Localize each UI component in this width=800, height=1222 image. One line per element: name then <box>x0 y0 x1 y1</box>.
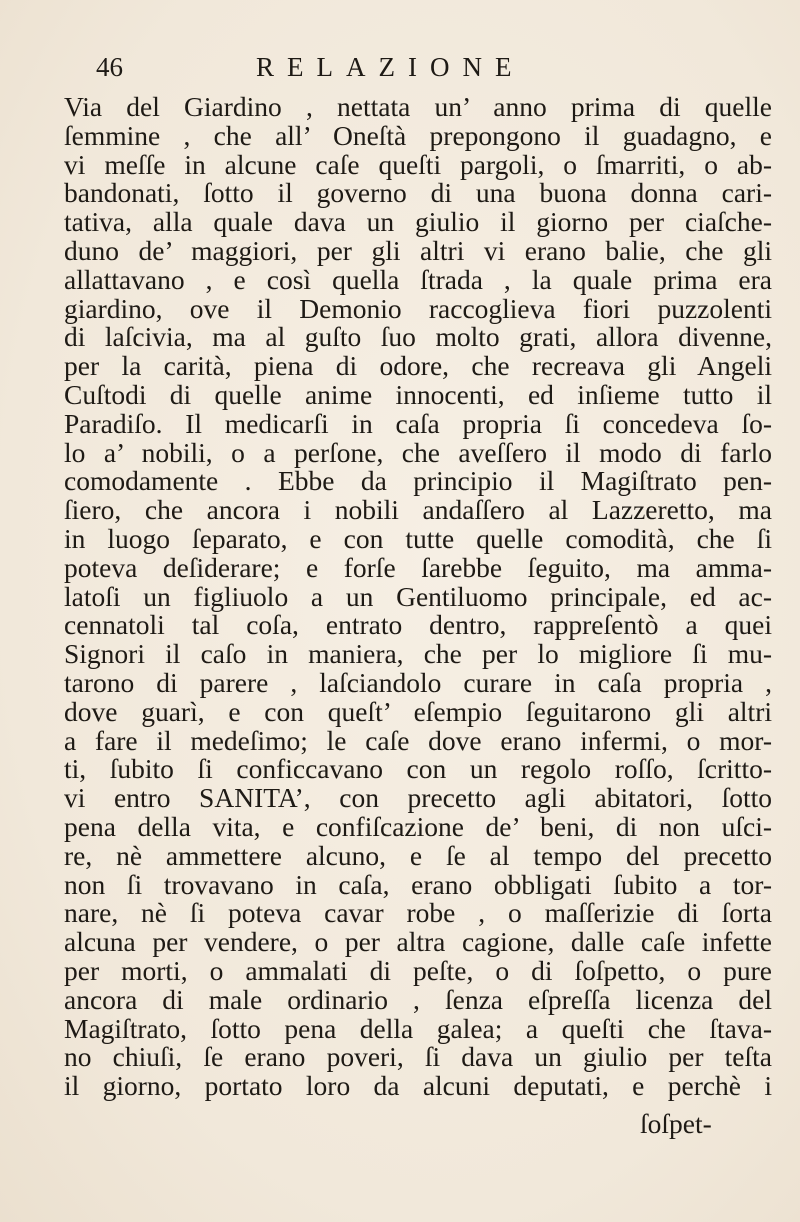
text-line <box>64 234 772 266</box>
text-line <box>64 666 772 698</box>
catchword: ſoſpet- <box>640 1108 712 1139</box>
text-line <box>64 263 772 295</box>
text-line <box>64 208 772 237</box>
text-line-content: duno de’ maggiori, per gli altri vi erano balie, che gli <box>64 234 772 266</box>
text-line-content: no chiuſi, ſe erano poveri, ſi dava un giulio per teſta <box>64 1041 772 1073</box>
text-line <box>64 724 772 756</box>
text-line <box>64 640 772 669</box>
text-line-content: Via del Giardino , nettata un’ anno prima di quelle <box>64 91 772 122</box>
text-line <box>64 928 772 957</box>
text-line <box>64 580 772 612</box>
text-line <box>64 1012 772 1044</box>
page-number: 46 <box>96 52 123 82</box>
text-line-content: cennatoli tal coſa, entrato dentro, rappreſentò a quei <box>64 609 772 641</box>
text-line <box>64 611 772 640</box>
text-line <box>64 839 772 871</box>
text-line-content: dove guarì, e con queſt’ eſempio ſeguitarono gli altri <box>64 695 772 727</box>
text-line-content: latoſi un figliuolo a un Gentiluomo principale, ed ac- <box>64 580 772 612</box>
text-line-content: per morti, o ammalati di peſte, o di ſoſpetto, o pure <box>64 954 772 986</box>
text-line-content: ancora di male ordinario , ſenza eſpreſſa licenza del <box>64 983 772 1015</box>
page-header <box>96 52 576 92</box>
text-line-content: tarono di parere , laſciandolo curare in caſa propria , <box>64 666 772 698</box>
text-line <box>64 323 772 352</box>
text-line <box>64 983 772 1015</box>
text-line-content: alcuna per vendere, o per altra cagione, dalle caſe infette <box>64 926 772 958</box>
text-line-content: di laſcivia, ma al guſto ſuo molto grati, allora divenne, <box>64 321 772 353</box>
text-line <box>64 810 772 842</box>
text-line-content: nare, nè ſi poteva cavar robe , o maſſerizie di ſorta <box>64 897 772 929</box>
text-line <box>64 496 772 525</box>
text-line <box>64 522 772 554</box>
body-text <box>64 93 772 1101</box>
text-line-content: ſemmine , che all’ Oneſtà prepongono il guadagno, e <box>64 119 772 151</box>
text-line-content: a fare il medeſimo; le caſe dove erano infermi, o mor- <box>64 724 772 756</box>
text-line <box>64 1072 772 1101</box>
text-line-content: vi entro SANITA’, con precetto agli abitatori, ſotto <box>64 782 772 814</box>
text-line-content: ti, ſubito ſi conficcavano con un regolo roſſo, ſcritto- <box>64 753 772 785</box>
text-line-content: giardino, ove il Demonio raccoglieva fiori puzzolenti <box>64 292 772 324</box>
text-line-content: poteva deſiderare; e forſe ſarebbe ſeguito, ma amma- <box>64 551 772 583</box>
text-line <box>64 551 772 583</box>
text-line <box>64 179 772 208</box>
text-line <box>64 93 772 122</box>
text-line <box>64 352 772 381</box>
text-line-content: pena della vita, e confiſcazione de’ beni, di non uſci- <box>64 810 772 842</box>
text-line <box>64 407 772 439</box>
text-line-content: Magiſtrato, ſotto pena della galea; a queſti che ſtava- <box>64 1012 772 1044</box>
text-line <box>64 148 772 180</box>
text-line-content: comodamente . Ebbe da principio il Magiſtrato pen- <box>64 465 772 497</box>
text-line-content: re, nè ammettere alcuno, e ſe al tempo del precetto <box>64 839 772 871</box>
text-line-content: in luogo ſeparato, e con tutte quelle comodità, che ſi <box>64 522 772 554</box>
text-line-content: Cuſtodi di quelle anime innocenti, ed inſieme tutto il <box>64 378 772 410</box>
text-line <box>64 119 772 151</box>
text-line-content: il giorno, portato loro da alcuni deputati, e perchè i <box>64 1070 772 1102</box>
text-line <box>64 899 772 928</box>
text-line-content: per la carità, piena di odore, che recreava gli Angeli <box>64 350 772 382</box>
text-line-content: ſiero, che ancora i nobili andaſſero al Lazzeretto, ma <box>64 494 772 526</box>
text-line <box>64 1043 772 1072</box>
text-line-content: allattavano , e così quella ſtrada , la quale prima era <box>64 263 772 295</box>
running-title: RELAZIONE <box>256 52 525 82</box>
text-line <box>64 436 772 468</box>
text-line <box>64 292 772 324</box>
text-line <box>64 378 772 410</box>
text-line <box>64 868 772 900</box>
text-line <box>64 467 772 496</box>
text-line-content: Paradiſo. Il medicarſi in caſa propria ſi concedeva ſo- <box>64 407 772 439</box>
text-line <box>64 954 772 986</box>
text-line-content: vi meſſe in alcune caſe queſti pargoli, o ſmarriti, o ab- <box>64 148 772 180</box>
text-line <box>64 784 772 813</box>
text-line-content: lo a’ nobili, o a perſone, che aveſſero il modo di farlo <box>64 436 772 468</box>
text-line <box>64 755 772 784</box>
text-line-content: non ſi trovavano in caſa, erano obbligati ſubito a tor- <box>64 868 772 900</box>
text-line-content: tativa, alla quale dava un giulio il giorno per ciaſche- <box>64 206 772 238</box>
text-line-content: Signori il caſo in maniera, che per lo migliore ſi mu- <box>64 638 772 670</box>
text-line <box>64 695 772 727</box>
text-line-content: bandonati, ſotto il governo di una buona donna cari- <box>64 177 772 209</box>
